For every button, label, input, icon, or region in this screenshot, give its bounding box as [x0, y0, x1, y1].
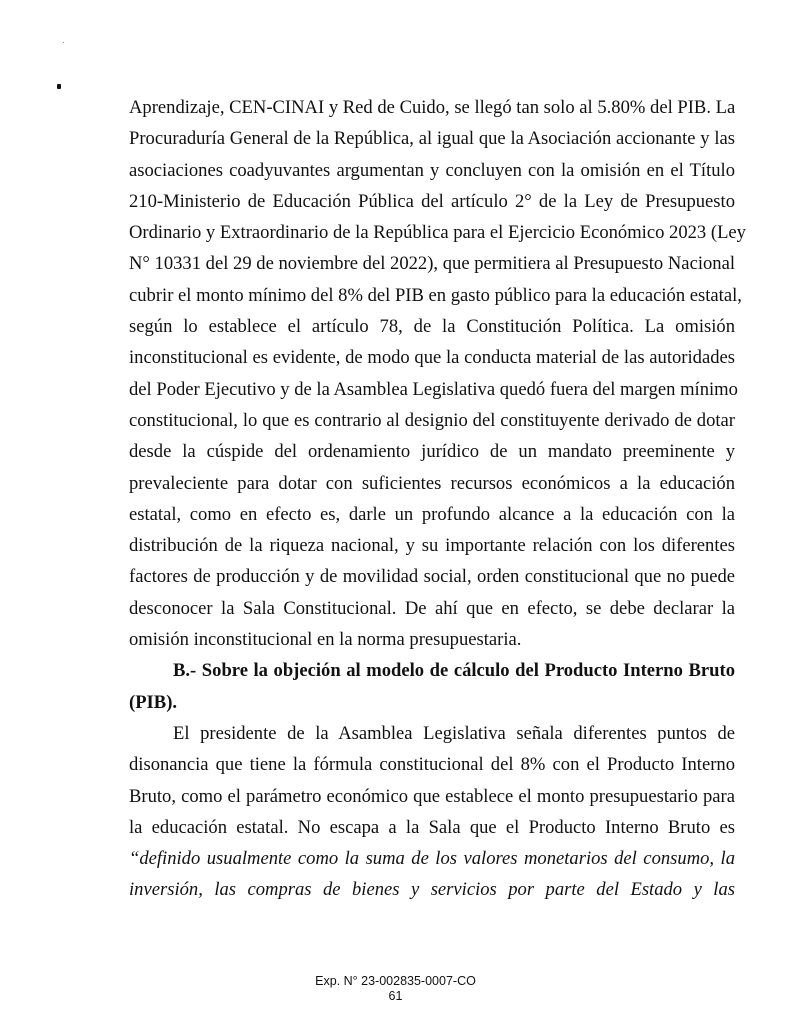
heading-line: B.- Sobre la objeción al modelo de cálculo del Producto Interno Bruto — [173, 660, 735, 682]
heading-line: (PIB). — [129, 691, 178, 713]
text-line: desconocer la Sala Constitucional. De ahí que en efecto, se debe declarar la — [129, 597, 735, 619]
text-line: Ordinario y Extraordinario de la República para el Ejercicio Económico 2023 (Ley — [129, 222, 746, 244]
text-line: omisión inconstitucional en la norma presupuestaria. — [129, 629, 522, 651]
text-line: constitucional, lo que es contrario al designio del constituyente derivado de dotar — [129, 409, 735, 431]
case-number: Exp. N° 23-002835-0007-CO — [315, 974, 476, 988]
text-line: N° 10331 del 29 de noviembre del 2022), que permitiera al Presupuesto Nacional — [129, 253, 735, 275]
quote-line: “definido usualmente como la suma de los valores monetarios del consumo, la — [129, 848, 735, 870]
text-line: distribución de la riqueza nacional, y su importante relación con los diferentes — [129, 535, 735, 557]
margin-mark — [57, 84, 61, 89]
text-line: 210-Ministerio de Educación Pública del artículo 2° de la Ley de Presupuesto — [129, 190, 735, 212]
text-line: asociaciones coadyuvantes argumentan y concluyen con la omisión en el Título — [129, 159, 735, 181]
text-line: estatal, como en efecto es, darle un profundo alcance a la educación con la — [129, 503, 735, 525]
text-line: El presidente de la Asamblea Legislativa señala diferentes puntos de — [173, 722, 735, 744]
text-line: del Poder Ejecutivo y de la Asamblea Legislativa quedó fuera del margen mínimo — [129, 378, 738, 400]
text-line: la educación estatal. No escapa a la Sala que el Producto Interno Bruto es — [129, 816, 735, 838]
document-body — [129, 92, 746, 906]
text-line: desde la cúspide del ordenamiento jurídico de un mandato preeminente y — [129, 441, 735, 463]
scan-speck — [63, 42, 64, 43]
text-line: Procuraduría General de la República, al igual que la Asociación accionante y las — [129, 128, 735, 150]
paragraph-2 — [129, 718, 735, 906]
section-heading — [129, 655, 735, 718]
paragraph-1 — [129, 92, 746, 655]
text-line: disonancia que tiene la fórmula constitucional del 8% con el Producto Interno — [129, 754, 735, 776]
text-line: cubrir el monto mínimo del 8% del PIB en gasto público para la educación estatal, — [129, 284, 742, 306]
page-number: 61 — [388, 989, 403, 1003]
text-line: factores de producción y de movilidad social, orden constitucional que no puede — [129, 566, 735, 588]
text-line: prevaleciente para dotar con suficientes recursos económicos a la educación — [129, 472, 735, 494]
text-line: inconstitucional es evidente, de modo que la conducta material de las autoridades — [129, 347, 735, 369]
text-line: Bruto, como el parámetro económico que establece el monto presupuestario para — [129, 785, 735, 807]
text-line: según lo establece el artículo 78, de la Constitución Política. La omisión — [129, 316, 735, 338]
text-line: Aprendizaje, CEN-CINAI y Red de Cuido, se llegó tan solo al 5.80% del PIB. La — [129, 97, 736, 118]
quote-line: inversión, las compras de bienes y servicios por parte del Estado y las — [129, 879, 735, 901]
